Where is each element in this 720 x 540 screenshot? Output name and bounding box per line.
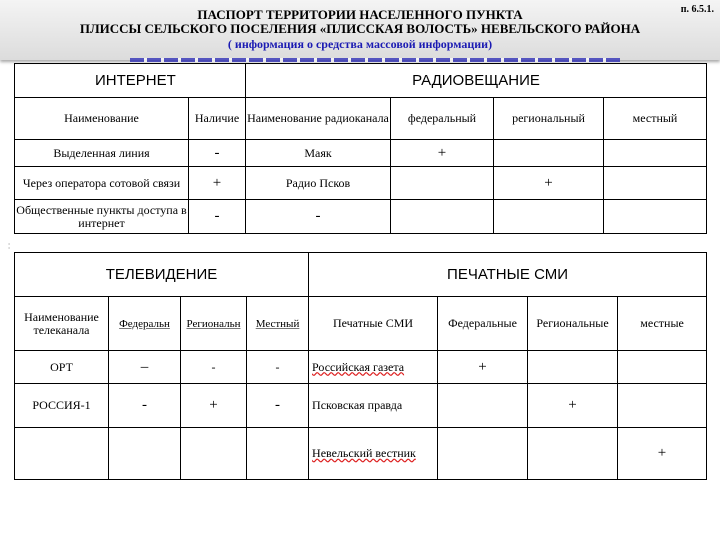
header-press: Печатные СМИ [309,297,438,351]
radio-local-cell [604,140,707,167]
header-title-line2: ПЛИССЫ СЕЛЬСКОГО ПОСЕЛЕНИЯ «ПЛИССКАЯ ВОЛОСТЬ» НЕВЕЛЬСКОГО РАЙОНА [79,21,641,36]
press-local-cell [618,384,707,428]
tv-federal-cell: – [109,351,181,384]
radio-federal-cell [391,200,494,234]
radio-regional-cell: + [494,167,604,200]
press-federal-cell: + [438,351,528,384]
tv-local-cell: - [247,351,309,384]
header-regional: региональный [494,98,604,140]
presence-cell: - [189,200,246,234]
presence-cell: + [189,167,246,200]
section-title-internet: ИНТЕРНЕТ [15,64,246,98]
tv-regional-cell [181,428,247,480]
radio-name-cell: Маяк [246,140,391,167]
tv-name-cell: РОССИЯ-1 [15,384,109,428]
tv-federal-cell [109,428,181,480]
section-title-tv: ТЕЛЕВИДЕНИЕ [15,253,309,297]
press-local-cell [618,351,707,384]
header-federal: федеральный [391,98,494,140]
press-name-cell: Российская газета [309,351,438,384]
internet-name-cell: Общественные пункты доступа в интернет [15,200,189,234]
tv-regional-cell: + [181,384,247,428]
radio-regional-cell [494,200,604,234]
header-title-line1: ПАСПОРТ ТЕРРИТОРИИ НАСЕЛЕННОГО ПУНКТА [197,7,523,22]
table-row [15,428,707,480]
header-underline-decoration [130,58,620,62]
radio-federal-cell [391,167,494,200]
presence-cell: - [189,140,246,167]
table-row [15,140,707,167]
press-federal-cell [438,428,528,480]
press-regional-cell [528,428,618,480]
radio-name-cell: Радио Псков [246,167,391,200]
slide-marker-icon: ⵂ [8,242,11,251]
radio-regional-cell [494,140,604,167]
tv-name-cell [15,428,109,480]
section-title-radio: РАДИОВЕЩАНИЕ [246,64,707,98]
header-name: Наименование [15,98,189,140]
slide-header [0,0,720,60]
header-radio-name: Наименование радиоканала [246,98,391,140]
tv-press-table [14,252,707,480]
header-press-federal: Федеральные [438,297,528,351]
radio-name-cell: - [246,200,391,234]
header-subtitle: ( информация о средства массовой информации) [227,37,493,51]
press-federal-cell [438,384,528,428]
internet-name-cell: Выделенная линия [15,140,189,167]
header-tv-regional: Региональн [181,297,247,351]
press-name-cell: Псковская правда [309,384,438,428]
header-press-local: местные [618,297,707,351]
press-regional-cell: + [528,384,618,428]
header-local: местный [604,98,707,140]
internet-radio-table [14,63,707,234]
press-regional-cell [528,351,618,384]
radio-federal-cell: + [391,140,494,167]
header-tv-name: Наименование телеканала [15,297,109,351]
header-press-regional: Региональные [528,297,618,351]
radio-local-cell [604,167,707,200]
table-row [15,167,707,200]
tv-regional-cell: - [181,351,247,384]
header-tv-federal: Федеральн [109,297,181,351]
internet-name-cell: Через оператора сотовой связи [15,167,189,200]
header-presence: Наличие [189,98,246,140]
tv-federal-cell: - [109,384,181,428]
header-tv-local: Местный [247,297,309,351]
tv-local-cell [247,428,309,480]
radio-local-cell [604,200,707,234]
section-title-press: ПЕЧАТНЫЕ СМИ [309,253,707,297]
table-row [15,351,707,384]
table-row [15,200,707,234]
press-local-cell: + [618,428,707,480]
table-row [15,384,707,428]
tv-name-cell: ОРТ [15,351,109,384]
section-reference: п. 6.5.1. [680,4,714,15]
tv-local-cell: - [247,384,309,428]
press-name-cell: Невельский вестник [309,428,438,480]
